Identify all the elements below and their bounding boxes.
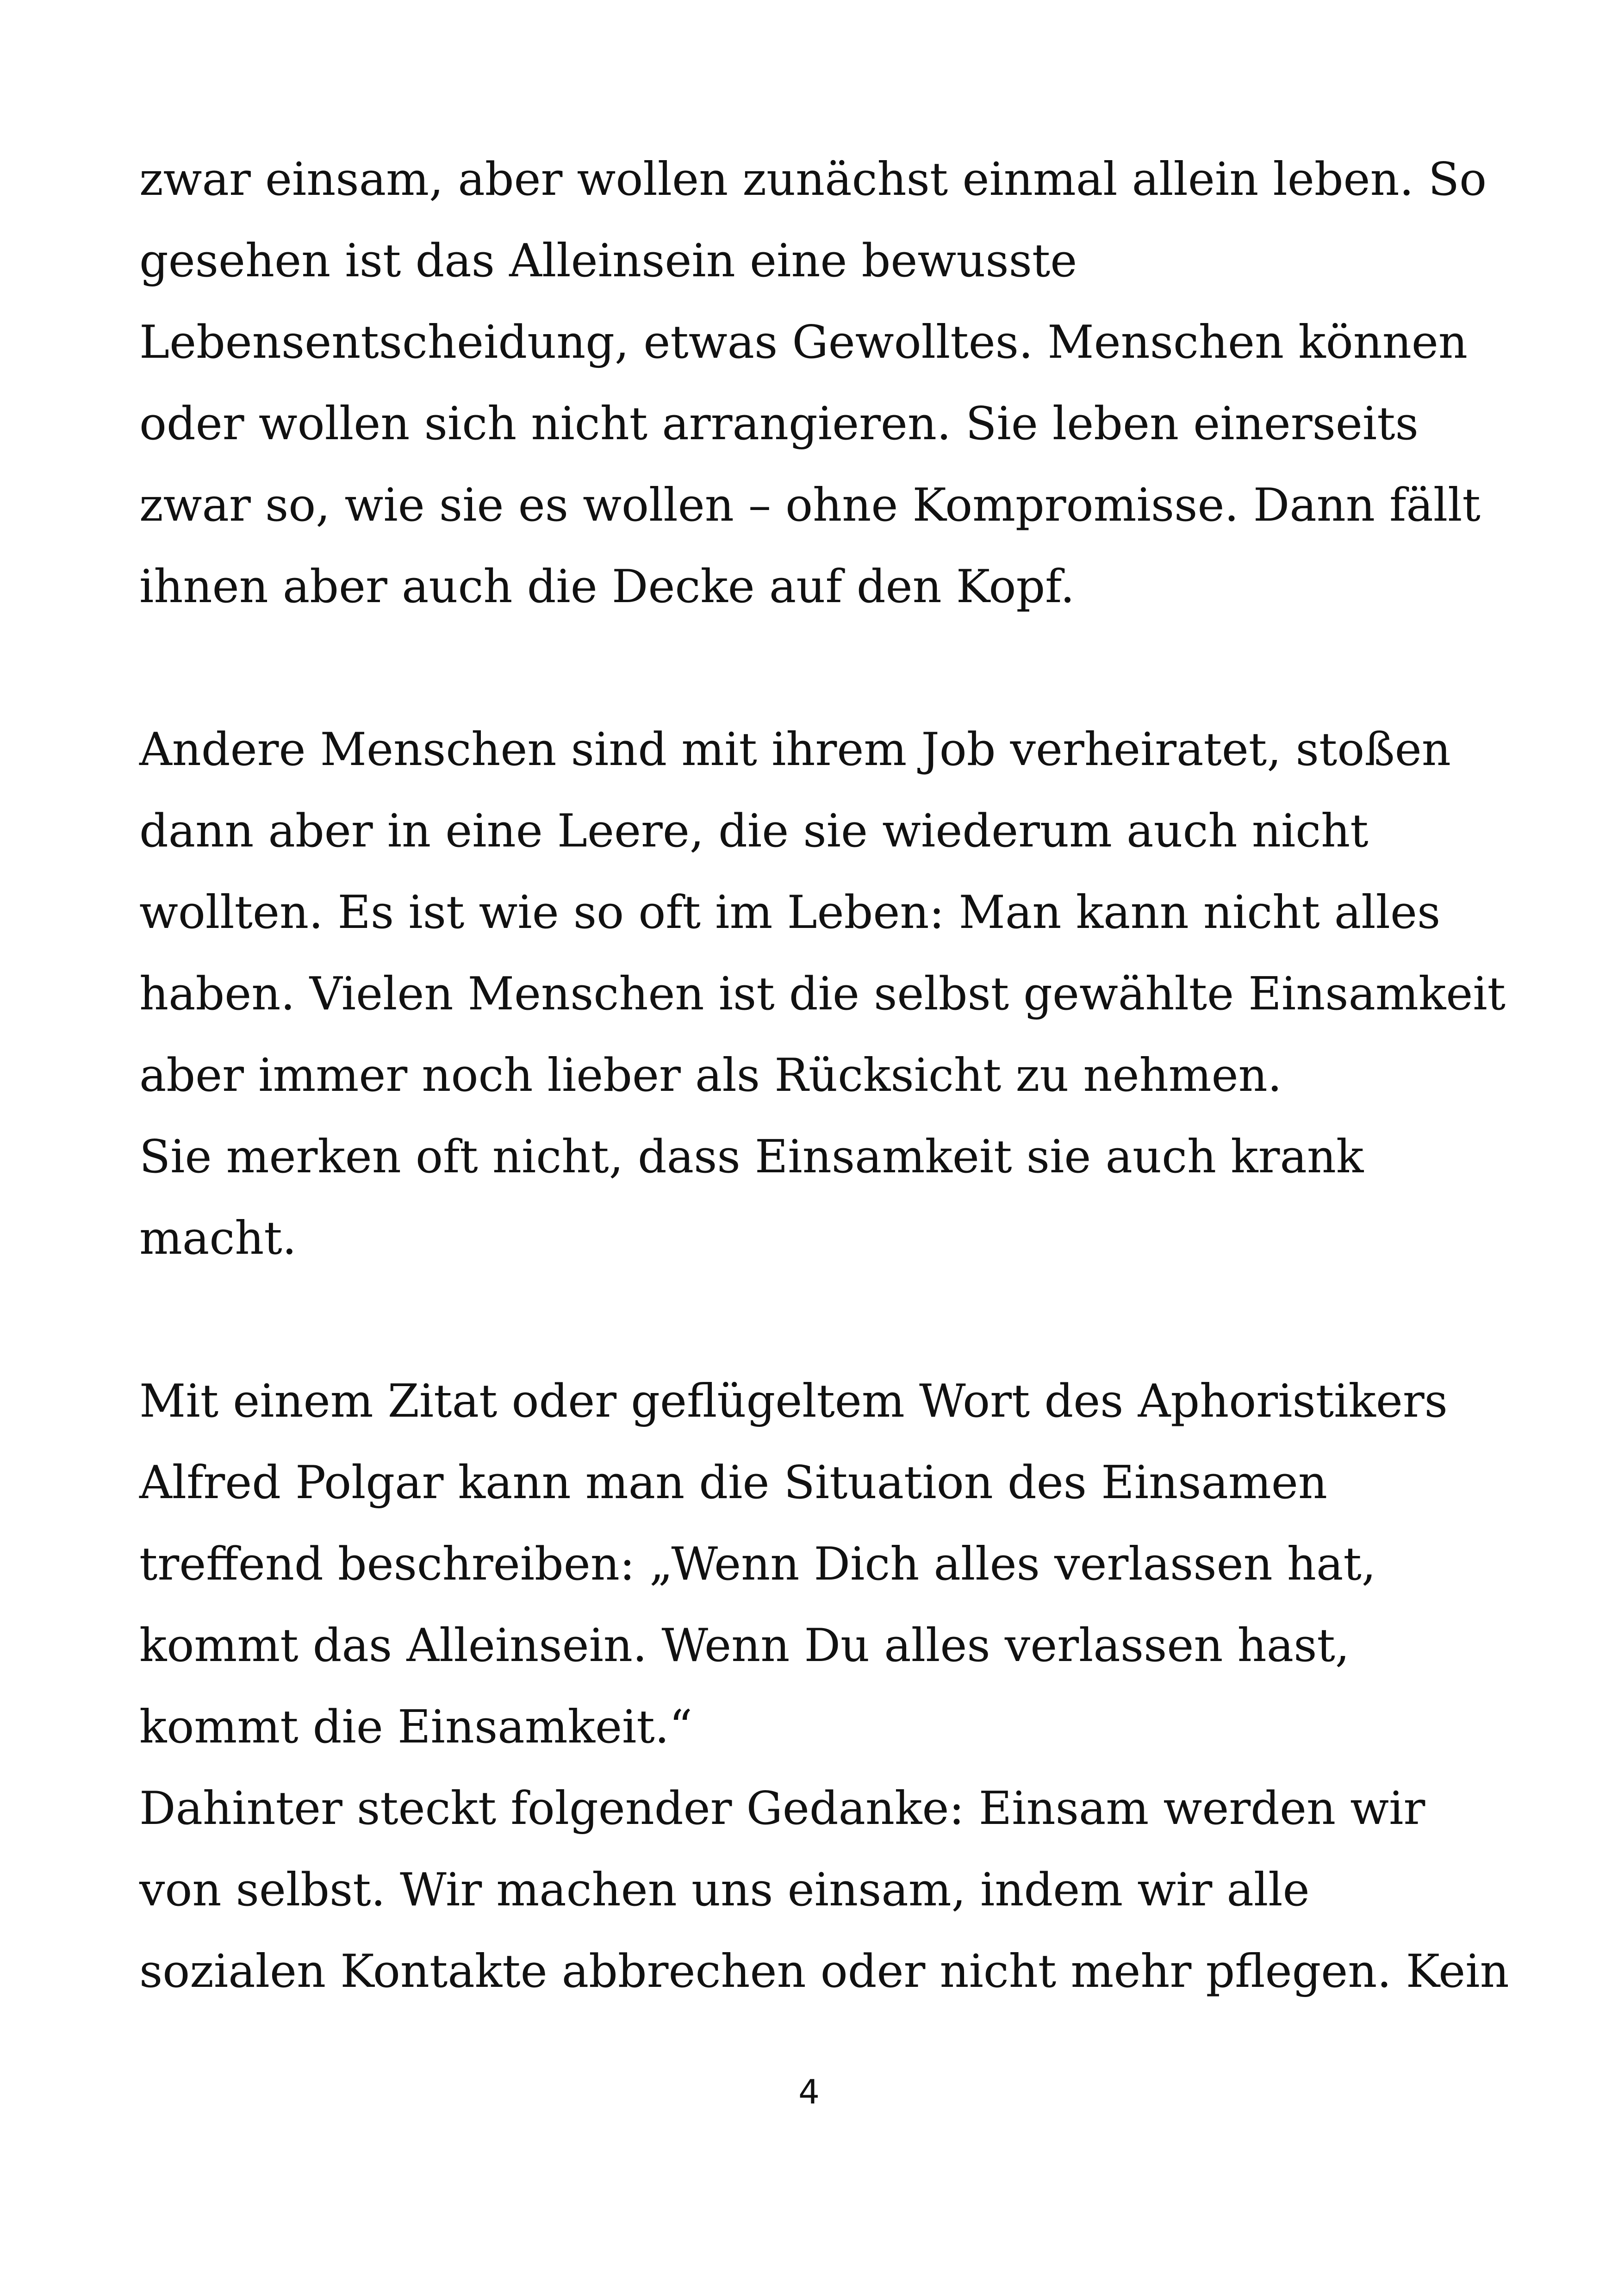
text-line: kommt das Alleinsein. Wenn Du alles verlassen hast, <box>139 1619 1350 1672</box>
text-line: haben. Vielen Menschen ist die selbst gewählte Einsamkeit <box>139 968 1506 1020</box>
text-line: aber immer noch lieber als Rücksicht zu nehmen. <box>139 1049 1282 1102</box>
text-line: oder wollen sich nicht arrangieren. Sie leben einerseits <box>139 398 1419 450</box>
paragraph-gap <box>139 628 1551 709</box>
text-line: zwar so, wie sie es wollen – ohne Kompromisse. Dann fällt <box>139 479 1481 532</box>
text-line: Lebensentscheidung, etwas Gewolltes. Menschen können <box>139 316 1468 369</box>
text-line: von selbst. Wir machen uns einsam, indem wir alle <box>139 1864 1310 1916</box>
paragraph-gap <box>139 1279 1551 1361</box>
text-line: Sie merken oft nicht, dass Einsamkeit sie auch krank <box>139 1131 1364 1183</box>
text-line: gesehen ist das Alleinsein eine bewusste <box>139 235 1077 287</box>
text-line: Alfred Polgar kann man die Situation des Einsamen <box>139 1456 1327 1509</box>
text-line: ihnen aber auch die Decke auf den Kopf. <box>139 560 1075 613</box>
text-line: Mit einem Zitat oder geflügeltem Wort des Aphoristikers <box>139 1375 1448 1428</box>
text-line: treffend beschreiben: „Wenn Dich alles verlassen hat, <box>139 1538 1376 1591</box>
text-line: kommt die Einsamkeit.“ <box>139 1701 692 1754</box>
page-number: 4 <box>798 2072 820 2111</box>
text-line: macht. <box>139 1212 297 1265</box>
text-line: zwar einsam, aber wollen zunächst einmal allein leben. So <box>139 153 1487 206</box>
text-line: Dahinter steckt folgender Gedanke: Einsam werden wir <box>139 1782 1425 1835</box>
text-line: wollten. Es ist wie so oft im Leben: Man kann nicht alles <box>139 886 1441 939</box>
body-text <box>139 139 1551 2012</box>
text-line: Andere Menschen sind mit ihrem Job verheiratet, stoßen <box>139 723 1451 776</box>
text-line: sozialen Kontakte abbrechen oder nicht mehr pflegen. Kein <box>139 1945 1509 1998</box>
text-line: dann aber in eine Leere, die sie wiederum auch nicht <box>139 805 1369 858</box>
